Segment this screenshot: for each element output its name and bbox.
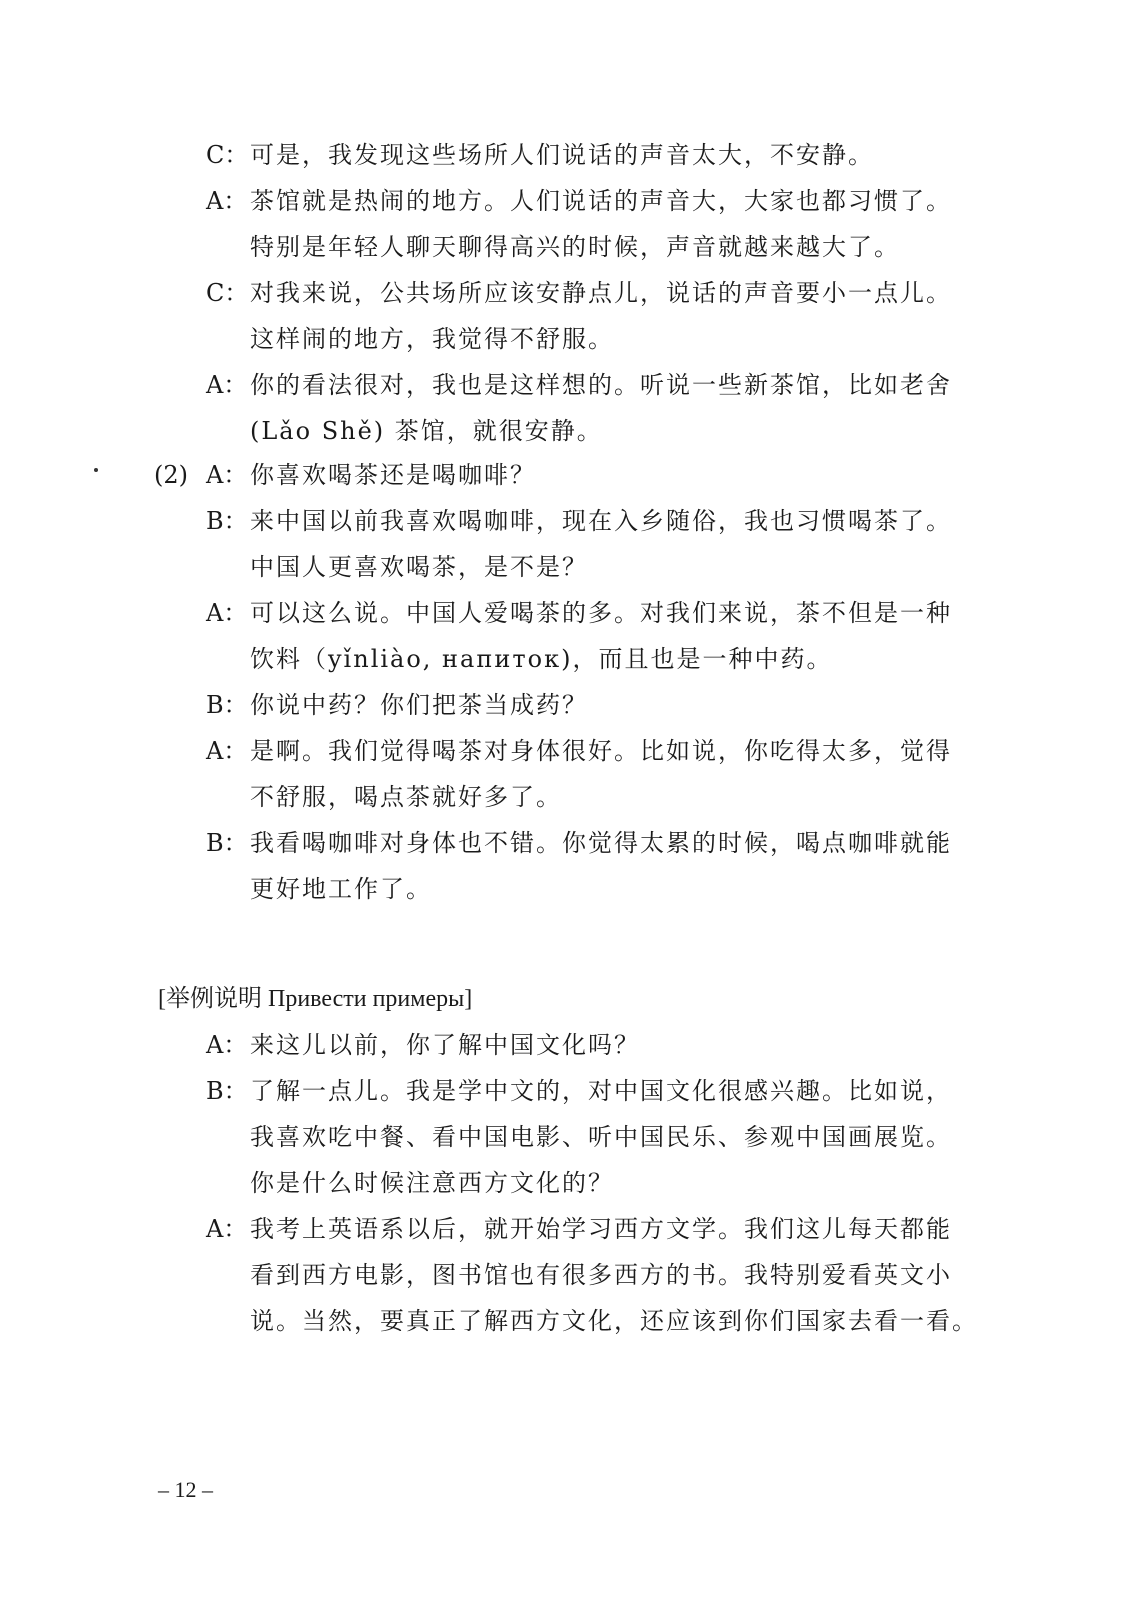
dialogue-line: 你的看法很对，我也是这样想的。听说一些新茶馆，比如老舍 <box>250 371 952 399</box>
speaker-label: A： <box>206 461 248 489</box>
section-heading: [举例说明 Привести примеры] <box>158 986 473 1012</box>
dialogue-number: (2) <box>154 461 188 489</box>
dialogue-line: 中国人更喜欢喝茶，是不是？ <box>250 553 588 581</box>
dialogue-line: 说。当然，要真正了解西方文化，还应该到你们国家去看一看。 <box>250 1307 978 1335</box>
speaker-label: B： <box>206 829 248 857</box>
dialogue-line: 我喜欢吃中餐、看中国电影、听中国民乐、参观中国画展览。 <box>250 1123 952 1151</box>
speaker-label: C： <box>206 279 249 307</box>
dialogue-line: 可以这么说。中国人爱喝茶的多。对我们来说，茶不但是一种 <box>250 599 952 627</box>
speaker-label: B： <box>206 1077 248 1105</box>
dialogue-line: 我考上英语系以后，就开始学习西方文学。我们这儿每天都能 <box>250 1215 952 1243</box>
dialogue-line: 了解一点儿。我是学中文的，对中国文化很感兴趣。比如说， <box>250 1077 952 1105</box>
dialogue-line: 对我来说，公共场所应该安静点儿，说话的声音要小一点儿。 <box>250 279 952 307</box>
dialogue-line: 茶馆就是热闹的地方。人们说话的声音大，大家也都习惯了。 <box>250 187 952 215</box>
speaker-label: A： <box>206 1215 248 1243</box>
dialogue-line: 可是，我发现这些场所人们说话的声音太大，不安静。 <box>250 141 874 169</box>
dialogue-line: 我看喝咖啡对身体也不错。你觉得太累的时候，喝点咖啡就能 <box>250 829 952 857</box>
dialogue-line: 不舒服，喝点茶就好多了。 <box>250 783 562 811</box>
page-number: – 12 – <box>158 1477 213 1502</box>
speaker-label: C： <box>206 141 249 169</box>
dialogue-line: 来中国以前我喜欢喝咖啡，现在入乡随俗，我也习惯喝茶了。 <box>250 507 952 535</box>
dialogue-line: 是啊。我们觉得喝茶对身体很好。比如说，你吃得太多，觉得 <box>250 737 952 765</box>
dialogue-line: (Lǎo Shě) 茶馆，就很安静。 <box>250 417 603 445</box>
dialogue-line: 饮料（yǐnliào, напиток)，而且也是一种中药。 <box>250 645 833 673</box>
speaker-label: B： <box>206 507 248 535</box>
dialogue-line: 特别是年轻人聊天聊得高兴的时候，声音就越来越大了。 <box>250 233 900 261</box>
speaker-label: A： <box>206 187 248 215</box>
dialogue-line: 你喜欢喝茶还是喝咖啡？ <box>250 461 536 489</box>
dialogue-line: 你说中药？你们把茶当成药？ <box>250 691 588 719</box>
dialogue-line: 看到西方电影，图书馆也有很多西方的书。我特别爱看英文小 <box>250 1261 952 1289</box>
dialogue-line: 更好地工作了。 <box>250 875 432 903</box>
scan-speck <box>94 468 98 472</box>
speaker-label: A： <box>206 737 248 765</box>
speaker-label: A： <box>206 1031 248 1059</box>
speaker-label: A： <box>206 599 248 627</box>
dialogue-line: 你是什么时候注意西方文化的？ <box>250 1169 614 1197</box>
speaker-label: A： <box>206 371 248 399</box>
dialogue-line: 来这儿以前，你了解中国文化吗？ <box>250 1031 640 1059</box>
speaker-label: B： <box>206 691 248 719</box>
dialogue-line: 这样闹的地方，我觉得不舒服。 <box>250 325 614 353</box>
